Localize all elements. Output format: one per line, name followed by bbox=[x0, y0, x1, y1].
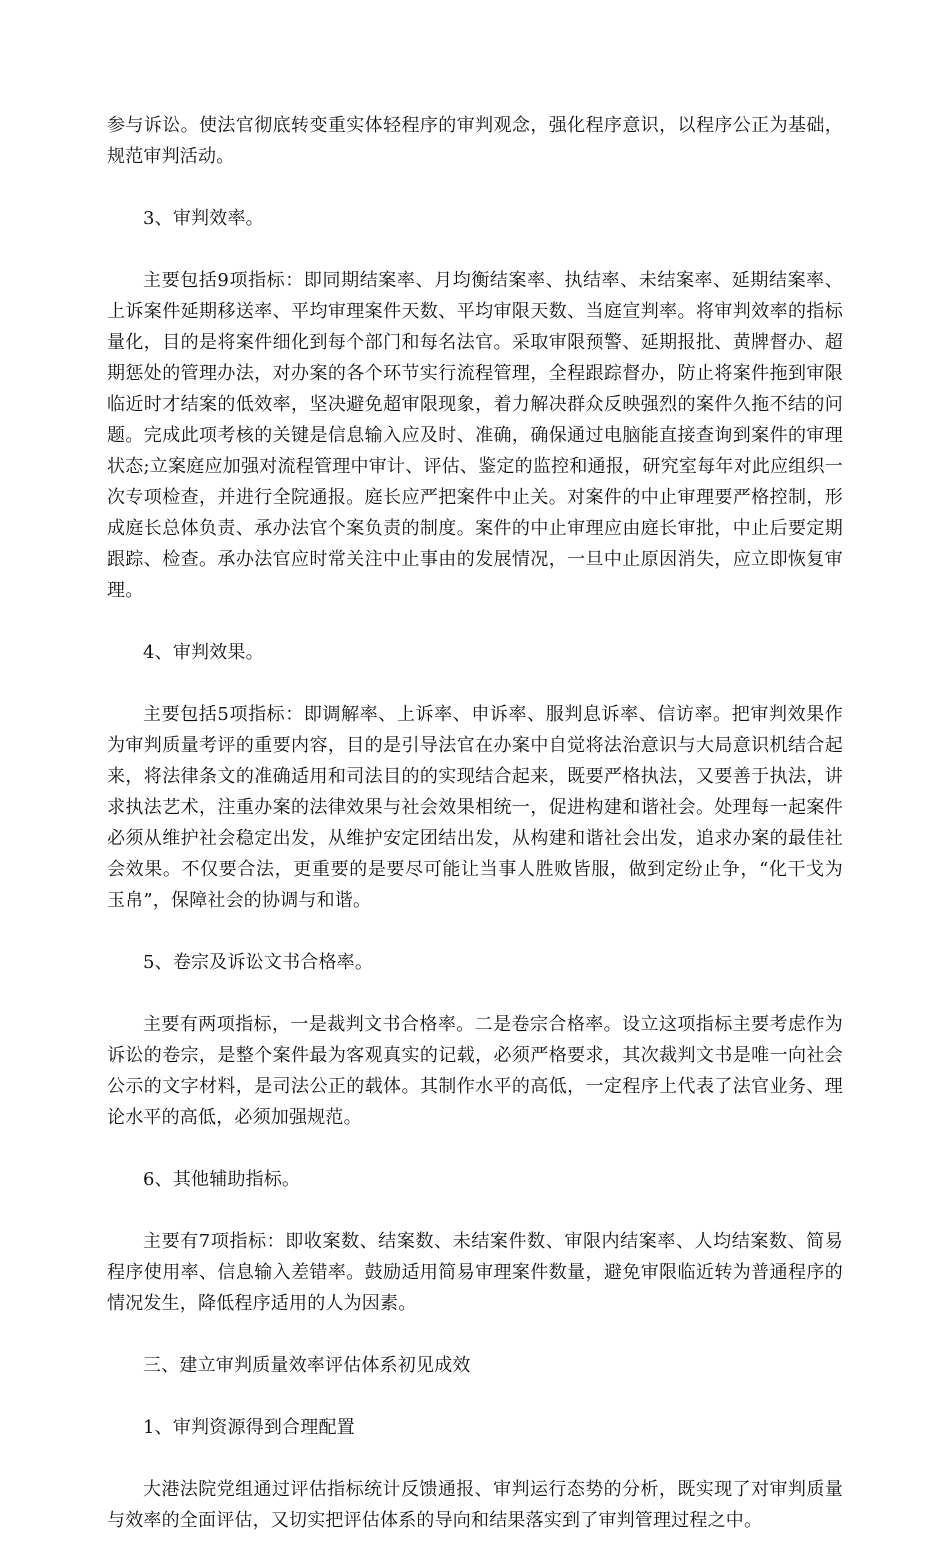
section-heading-other: 6、其他辅助指标。 bbox=[143, 1169, 301, 1190]
document-body bbox=[107, 110, 843, 1567]
section-heading-effect: 4、审判效果。 bbox=[143, 642, 264, 663]
paragraph-efficiency: 主要包括9项指标：即同期结案率、月均衡结案率、执结率、未结案率、延期结案率、上诉案件延期移送率、平均审理案件天数、平均审限天数、当庭宣判率。将审判效率的指标量化，目的是将案件细化到每个部门和每名法官。采取审限预警、延期报批、黄牌督办、超期惩处的管理办法，对办案的各个环节实行流程管理，全程跟踪督办，防止将案件拖到审限临近时才结案的低效率，坚决避免超审限现象，着力解决群众反映强烈的案件久拖不结的问题。完成此项考核的关键是信息输入应及时、准确，确保通过电脑能直接查询到案件的审理状态;立案庭应加强对流程管理中审计、评估、鉴定的监控和通报，研究室每年对此应组织一次专项检查，并进行全院通报。庭长应严把案件中止关。对案件的中止审理要严格控制，形成庭长总体负责、承办法官个案负责的制度。案件的中止审理应由庭长审批，中止后要定期跟踪、检查。承办法官应时常关注中止事由的发展情况，一旦中止原因消失，应立即恢复审理。 bbox=[107, 270, 843, 601]
chapter-heading-results: 三、建立审判质量效率评估体系初见成效 bbox=[143, 1355, 471, 1376]
section-heading-resources: 1、审判资源得到合理配置 bbox=[143, 1417, 355, 1438]
paragraph-resources: 大港法院党组通过评估指标统计反馈通报、审判运行态势的分析，既实现了对审判质量与效率的全面评估，又切实把评估体系的导向和结果落实到了审判管理过程之中。 bbox=[107, 1479, 843, 1531]
paragraph-effect: 主要包括5项指标：即调解率、上诉率、申诉率、服判息诉率、信访率。把审判效果作为审判质量考评的重要内容，目的是引导法官在办案中自觉将法治意识与大局意识机结合起来，将法律条文的准确适用和司法目的的实现结合起来，既要严格执法，又要善于执法，讲求执法艺术，注重办案的法律效果与社会效果相统一，促进构建和谐社会。处理每一起案件必须从维护社会稳定出发，从维护安定团结出发，从构建和谐社会出发，追求办案的最佳社会效果。不仅要合法，更重要的是要尽可能让当事人胜败皆服，做到定纷止争，“化干戈为玉帛”，保障社会的协调与和谐。 bbox=[107, 704, 843, 911]
section-heading-files: 5、卷宗及诉讼文书合格率。 bbox=[143, 952, 374, 973]
paragraph-files: 主要有两项指标，一是裁判文书合格率。二是卷宗合格率。设立这项指标主要考虑作为诉讼的卷宗，是整个案件最为客观真实的记载，必须严格要求，其次裁判文书是唯一向社会公示的文字材料，是司法公正的载体。其制作水平的高低，一定程序上代表了法官业务、理论水平的高低，必须加强规范。 bbox=[107, 1014, 843, 1128]
paragraph-continued: 参与诉讼。使法官彻底转变重实体轻程序的审判观念，强化程序意识，以程序公正为基础，规范审判活动。 bbox=[107, 115, 843, 167]
section-heading-efficiency: 3、审判效率。 bbox=[143, 208, 264, 229]
paragraph-other: 主要有7项指标：即收案数、结案数、未结案件数、审限内结案率、人均结案数、简易程序使用率、信息输入差错率。鼓励适用简易审理案件数量，避免审限临近转为普通程序的情况发生，降低程序适用的人为因素。 bbox=[107, 1231, 843, 1314]
